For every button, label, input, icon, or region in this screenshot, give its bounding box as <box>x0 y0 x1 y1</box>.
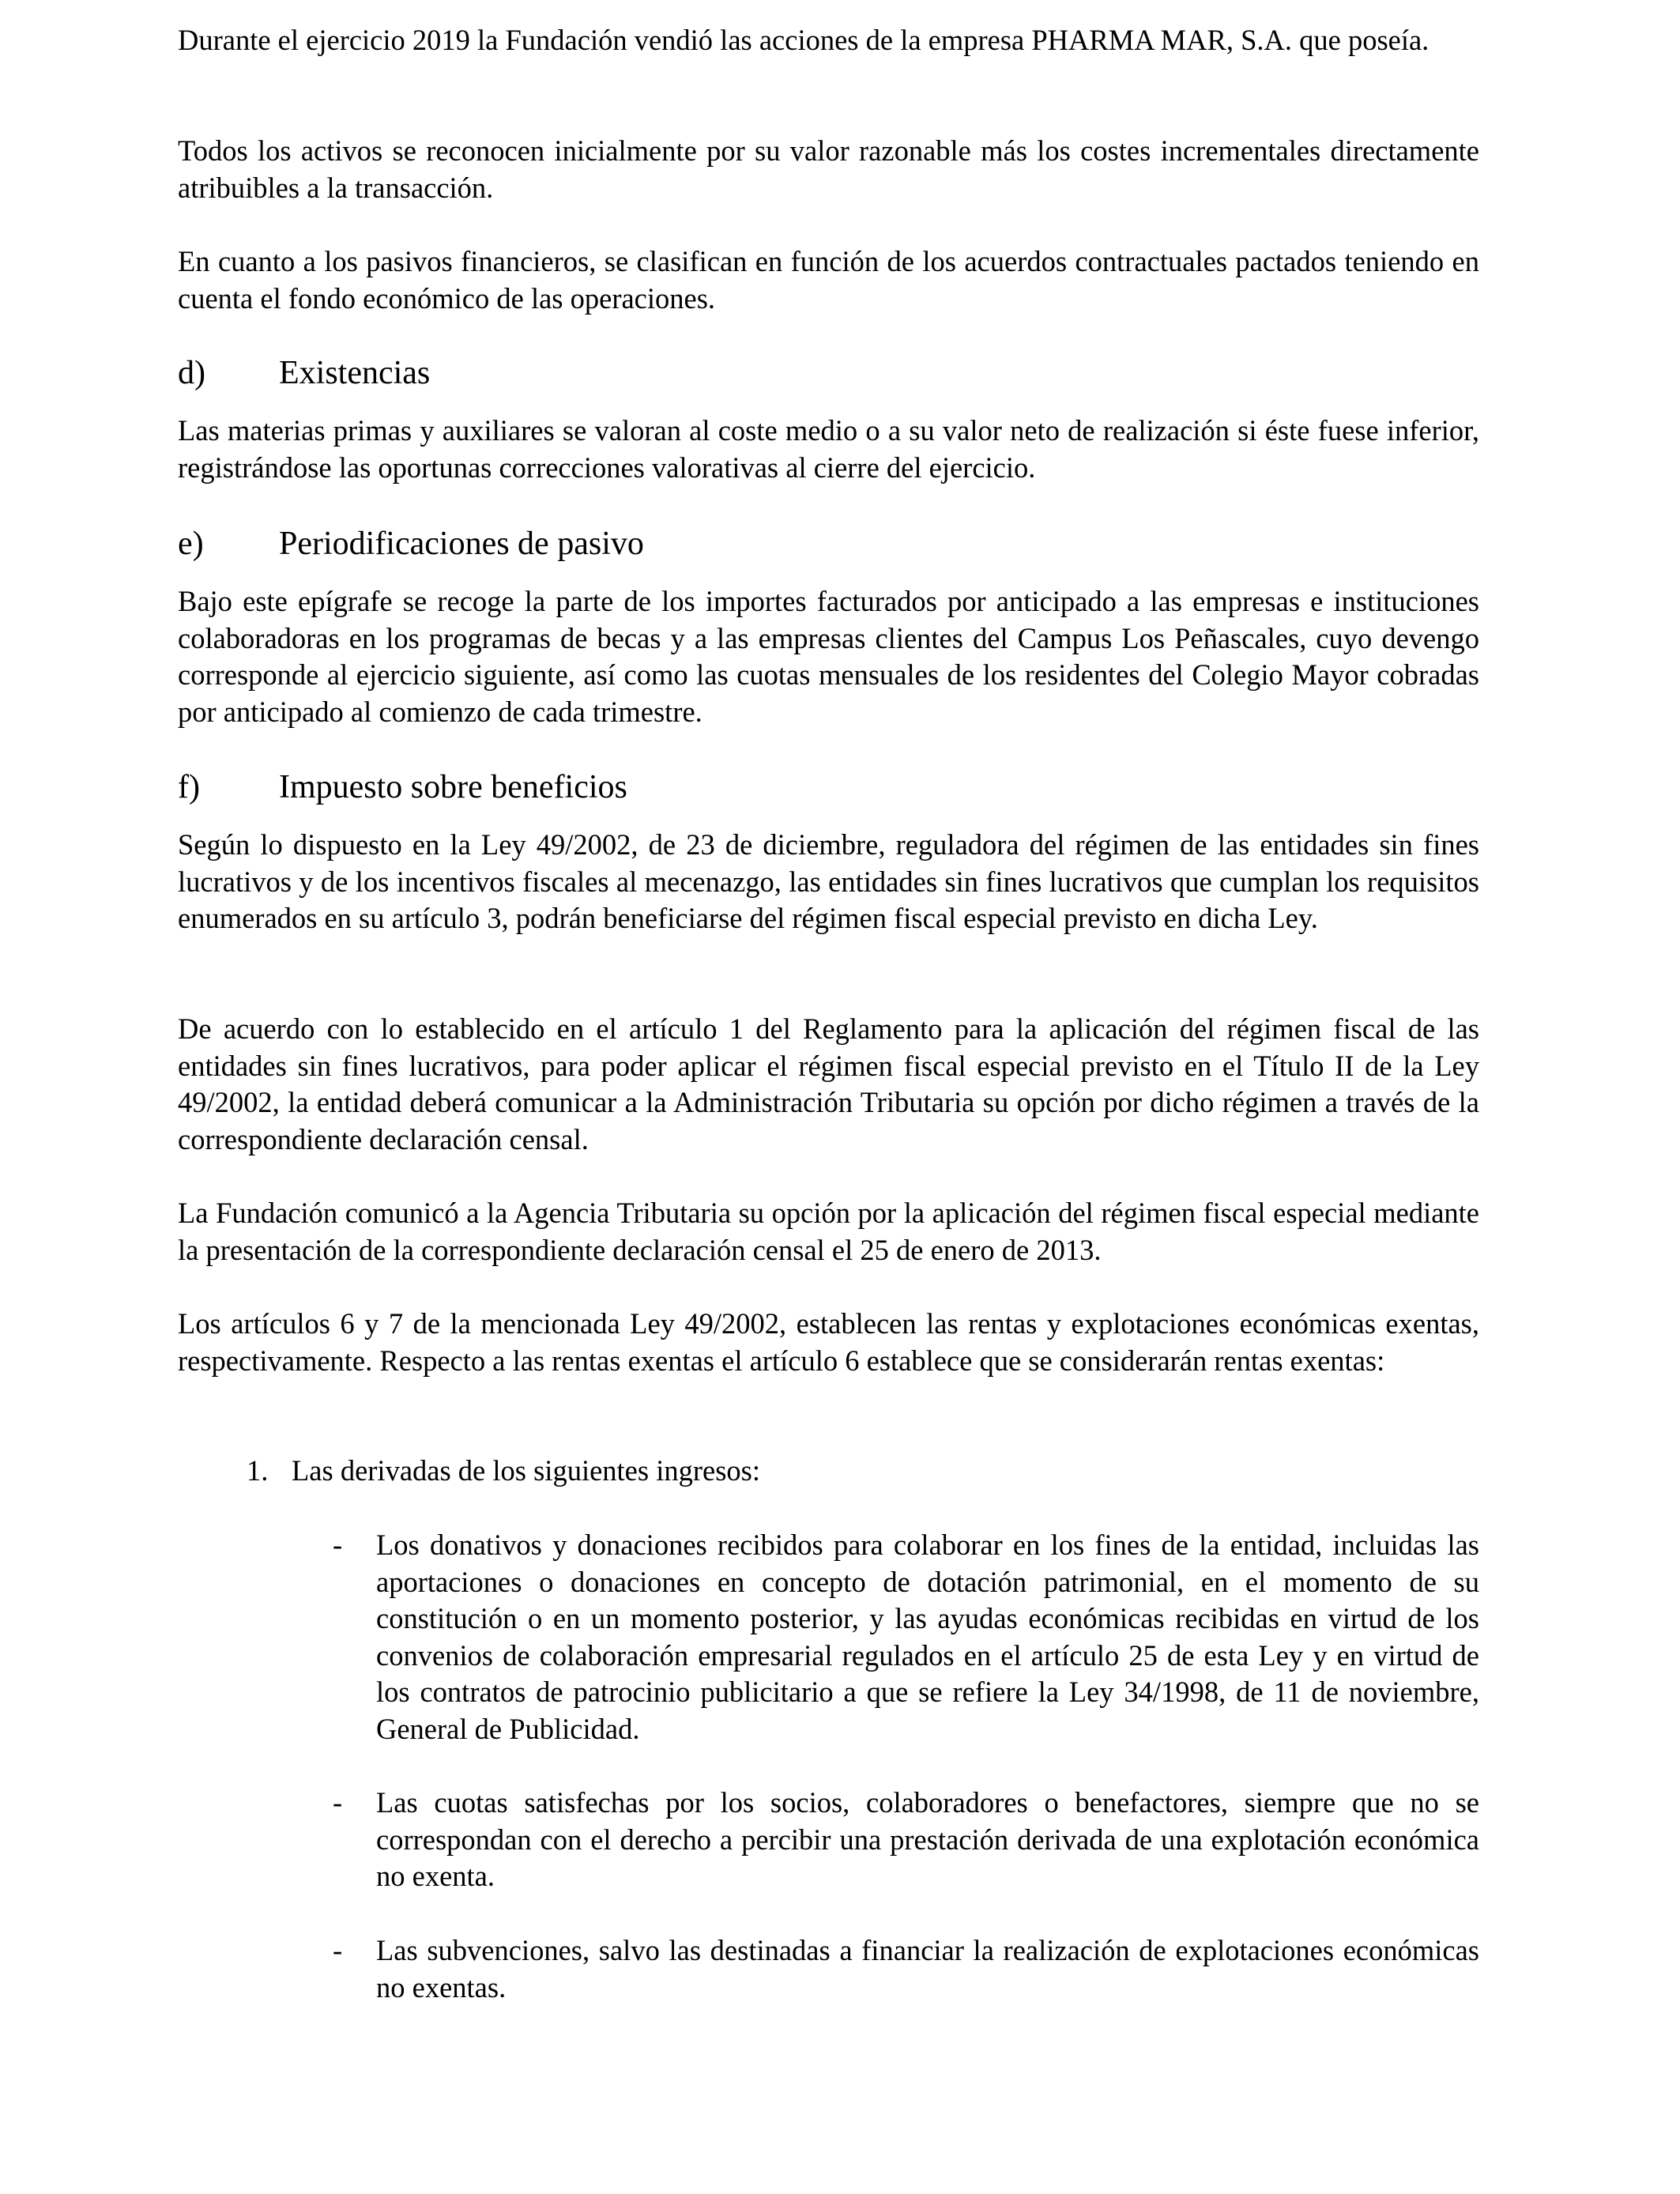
bullet-subvenciones: Las subvenciones, salvo las destinadas a financiar la realización de explotaciones económicas no exentas. <box>376 1934 1479 2004</box>
paragraph-reglamento: De acuerdo con lo establecido en el artículo 1 del Reglamento para la aplicación del régimen fiscal de las entidades sin fines lucrativos, para poder aplicar el régimen fiscal especial previsto en el Título II de la Ley 49/2002, la entidad deberá comunicar a la Administración Tributaria su opción por dicho régimen a través de la correspondiente declaración censal. <box>178 1012 1479 1155</box>
heading-title: Periodificaciones de pasivo <box>279 526 644 562</box>
paragraph-existencias: Las materias primas y auxiliares se valoran al coste medio o a su valor neto de realización si éste fuese inferior, registrándose las oportunas correcciones valorativas al cierre del ejercicio. <box>178 414 1479 484</box>
paragraph-rentas-exentas: Los artículos 6 y 7 de la mencionada Ley 49/2002, establecen las rentas y explotaciones económicas exentas, respectivamente. Respecto a las rentas exentas el artículo 6 establece que se considerarán rentas exentas: <box>178 1307 1479 1377</box>
list-item-text: Las derivadas de los siguientes ingresos: <box>292 1454 761 1487</box>
paragraph-activos: Todos los activos se reconocen inicialmente por su valor razonable más los costes incrementales directamente atribuibles a la transacción. <box>178 134 1479 204</box>
heading-impuesto <box>178 767 627 808</box>
heading-title: Impuesto sobre beneficios <box>279 769 627 805</box>
bullet-dash: - <box>333 1934 343 1966</box>
heading-periodificaciones <box>178 523 644 564</box>
bullet-cuotas: Las cuotas satisfechas por los socios, colaboradores o benefactores, siempre que no se correspondan con el derecho a percibir una prestación derivada de una explotación económica no exenta. <box>376 1786 1479 1892</box>
heading-title: Existencias <box>279 355 431 391</box>
heading-existencias <box>178 352 430 394</box>
bullet-donativos: Los donativos y donaciones recibidos para colaborar en los fines de la entidad, incluidas las aportaciones o donaciones en concepto de dotación patrimonial, en el momento de su constitución o en un momento posterior, y las ayudas económicas recibidas en virtud de los convenios de colaboración empresarial regulados en el artículo 25 de esta Ley y en virtud de los contratos de patrocinio publicitario a que se refiere la Ley 34/1998, de 11 de noviembre, General de Publicidad. <box>376 1529 1479 1745</box>
paragraph-periodificaciones: Bajo este epígrafe se recoge la parte de los importes facturados por anticipado a las empresas e instituciones colaboradoras en los programas de becas y a las empresas clientes del Campus Los Peñascales, cuyo devengo corresponde al ejercicio siguiente, así como las cuotas mensuales de los residentes del Colegio Mayor cobradas por anticipado al comienzo de cada trimestre. <box>178 585 1479 728</box>
paragraph-declaracion-censal: La Fundación comunicó a la Agencia Tributaria su opción por la aplicación del régimen fiscal especial mediante la presentación de la correspondiente declaración censal el 25 de enero de 2013. <box>178 1197 1479 1266</box>
paragraph-pasivos: En cuanto a los pasivos financieros, se clasifican en función de los acuerdos contractuales pactados teniendo en cuenta el fondo económico de las operaciones. <box>178 245 1479 315</box>
paragraph-pharma-mar: Durante el ejercicio 2019 la Fundación vendió las acciones de la empresa PHARMA MAR, S.A. que poseía. <box>178 24 1430 56</box>
heading-letter: f) <box>178 769 200 805</box>
bullet-dash: - <box>333 1786 343 1819</box>
paragraph-ley-49-2002: Según lo dispuesto en la Ley 49/2002, de 23 de diciembre, reguladora del régimen de las entidades sin fines lucrativos y de los incentivos fiscales al mecenazgo, las entidades sin fines lucrativos que cumplan los requisitos enumerados en su artículo 3, podrán beneficiarse del régimen fiscal especial previsto en dicha Ley. <box>178 828 1479 934</box>
bullet-dash: - <box>333 1529 343 1561</box>
list-number: 1. <box>247 1454 269 1487</box>
heading-letter: d) <box>178 355 205 391</box>
numbered-list-item <box>247 1453 760 1490</box>
heading-letter: e) <box>178 526 204 562</box>
